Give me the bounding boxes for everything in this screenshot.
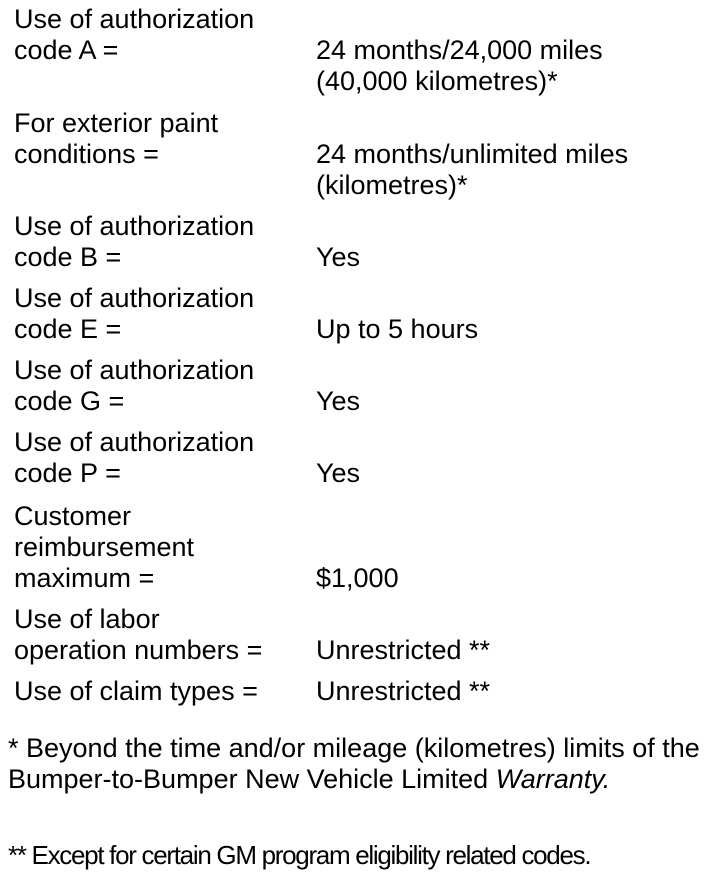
term-label: Use of authorization code E =: [14, 283, 255, 344]
footnote-double-star: ** Except for certain GM program eligibility related codes.: [8, 840, 591, 870]
footnote-text: * Beyond the time and/or mileage (kilometres) limits of the Bumper-to-Bumper New Vehicle Limited: [8, 733, 700, 794]
term-label: Use of authorization code G =: [14, 355, 255, 416]
term-value: 24 months/unlimited miles (kilometres)*: [316, 139, 629, 200]
term-value: Unrestricted **: [316, 635, 491, 665]
term-value: Yes: [316, 458, 361, 488]
footnote-italic-text: Warranty.: [495, 764, 611, 794]
term-value: 24 months/24,000 miles (40,000 kilometres)*: [316, 35, 603, 96]
term-value: Up to 5 hours: [316, 314, 479, 344]
term-value: Yes: [316, 242, 361, 272]
term-label: Use of authorization code P =: [14, 427, 255, 488]
term-label: Use of authorization code B =: [14, 211, 255, 272]
term-label: For exterior paint conditions =: [14, 108, 219, 169]
term-label: Customer reimbursement maximum =: [14, 501, 195, 593]
term-label: Use of labor operation numbers =: [14, 604, 263, 665]
term-label: Use of authorization code A =: [14, 4, 255, 65]
term-value: Yes: [316, 386, 361, 416]
term-label: Use of claim types =: [14, 676, 258, 706]
footnote-single-star: [8, 733, 700, 795]
term-value: $1,000: [316, 563, 399, 593]
term-value: Unrestricted **: [316, 676, 491, 706]
